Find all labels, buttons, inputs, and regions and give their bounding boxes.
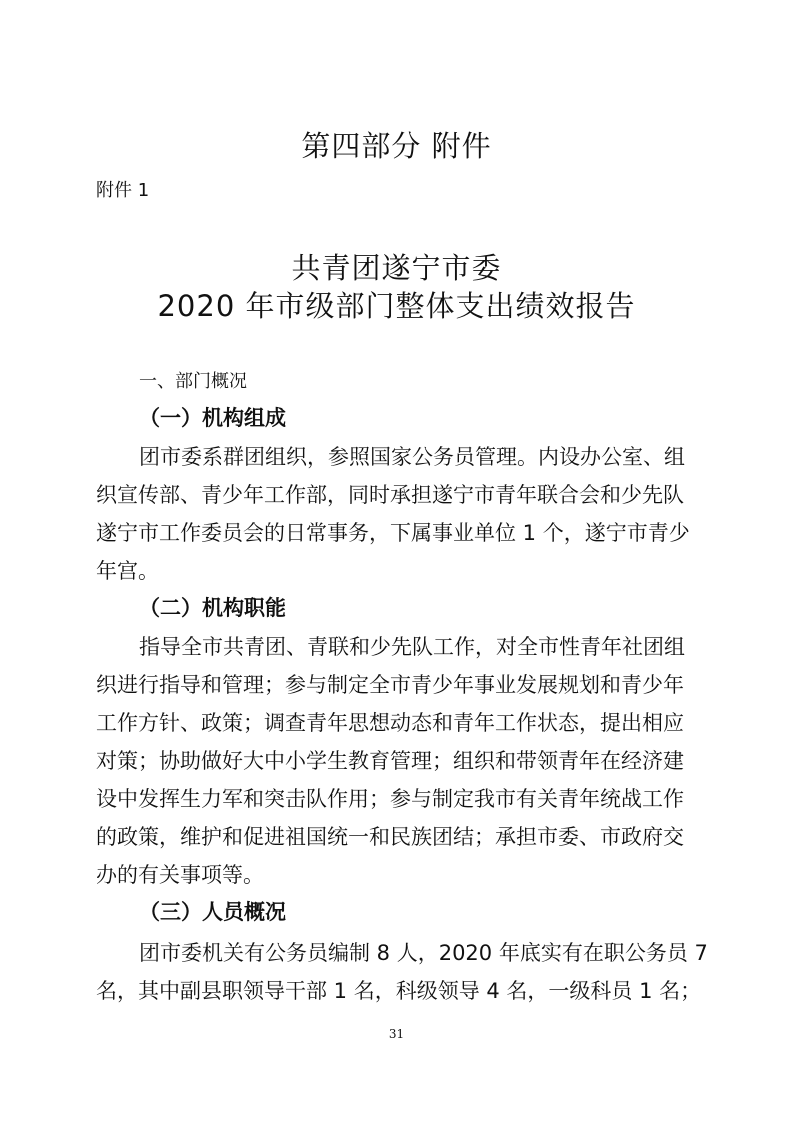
subsection-heading-personnel: （三）人员概况	[139, 900, 286, 924]
paragraph-line: 名，其中副县职领导干部 1 名，科级领导 4 名，一级科员 1 名；	[96, 979, 702, 1003]
subsection-heading-organization: （一）机构组成	[139, 406, 286, 430]
paragraph-personnel	[96, 934, 708, 1010]
paragraph-line: 办的有关事项等。	[96, 863, 264, 887]
paragraph-line: 团市委机关有公务员编制 8 人，2020 年底实有在职公务员 7	[139, 941, 708, 965]
annex-label: 附件 1	[96, 180, 150, 201]
paragraph-line: 设中发挥生力军和突击队作用；参与制定我市有关青年统战工作	[96, 787, 684, 811]
paragraph-line: 的政策，维护和促进祖国统一和民族团结；承担市委、市政府交	[96, 825, 684, 849]
paragraph-line: 工作方针、政策；调查青年思想动态和青年工作状态，提出相应	[96, 711, 684, 735]
part-title: 第四部分 附件	[301, 129, 492, 163]
paragraph-organization	[96, 438, 698, 590]
paragraph-line: 遂宁市工作委员会的日常事务，下属事业单位 1 个，遂宁市青少	[96, 521, 690, 545]
page-number: 31	[388, 1027, 405, 1041]
paragraph-line: 对策；协助做好大中小学生教育管理；组织和带领青年在经济建	[96, 749, 684, 773]
paragraph-line: 织进行指导和管理；参与制定全市青少年事业发展规划和青少年	[96, 673, 684, 697]
paragraph-functions	[96, 628, 698, 894]
paragraph-line: 年宫。	[96, 559, 159, 583]
report-title-line-1: 共青团遂宁市委	[291, 251, 502, 285]
subsection-heading-functions: （二）机构职能	[139, 596, 286, 620]
paragraph-line: 团市委系群团组织，参照国家公务员管理。内设办公室、组	[139, 445, 685, 469]
report-title-line-2: 2020 年市级部门整体支出绩效报告	[157, 289, 636, 323]
paragraph-line: 指导全市共青团、青联和少先队工作，对全市性青年社团组	[139, 635, 685, 659]
section-heading-department-overview: 一、部门概况	[139, 371, 247, 392]
paragraph-line: 织宣传部、青少年工作部，同时承担遂宁市青年联合会和少先队	[96, 483, 684, 507]
